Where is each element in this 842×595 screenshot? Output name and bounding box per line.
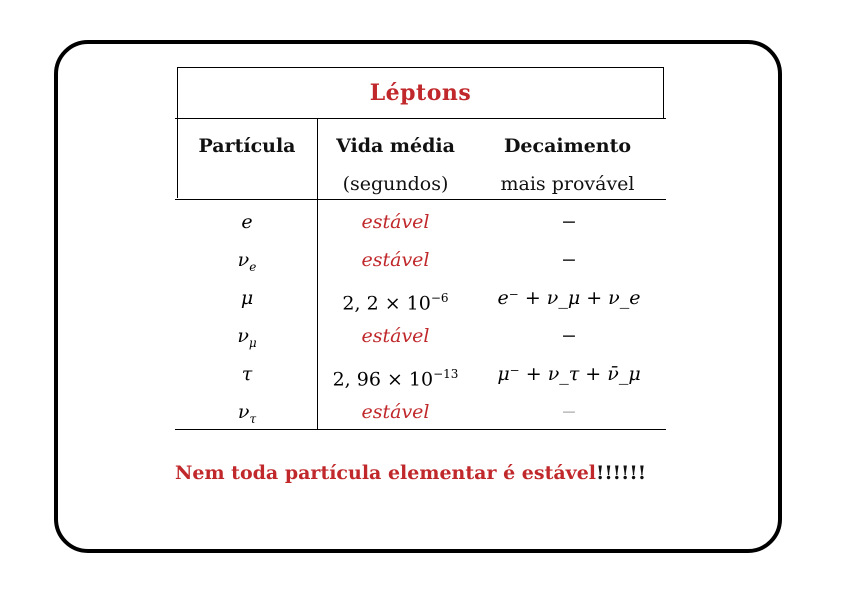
table-title: Léptons <box>369 80 472 106</box>
decay-cell <box>475 393 663 431</box>
decay-cell <box>475 317 663 355</box>
table-row <box>175 355 666 393</box>
footer-text: Nem toda partícula elementar é estável <box>175 462 596 484</box>
lifetime-cell <box>318 317 473 355</box>
decay-cell <box>475 203 663 241</box>
table-row <box>175 317 666 355</box>
footer-exclaim: !!!!!! <box>596 462 647 484</box>
footer-note <box>175 462 646 484</box>
lifetime-value: 2, 2 × 10 <box>342 292 431 315</box>
lifetime-cell <box>318 355 473 393</box>
particle-subscript: μ <box>248 335 257 350</box>
decay-value: μ⁻ + ν_τ + ν̄_μ <box>497 363 641 385</box>
particle-symbol: τ <box>241 363 253 385</box>
lifetime-value: 2, 96 × 10 <box>332 368 434 391</box>
table-row <box>175 203 666 241</box>
particle-cell <box>177 241 317 279</box>
decay-value: − <box>561 401 577 423</box>
particle-subscript: e <box>249 259 257 274</box>
lifetime-cell <box>318 241 473 279</box>
decay-value: − <box>561 325 577 347</box>
table-row <box>175 241 666 279</box>
particle-symbol: ν <box>237 401 250 423</box>
decay-cell <box>475 279 663 317</box>
column-divider <box>177 118 178 198</box>
header-decay <box>475 127 660 203</box>
decay-value: − <box>561 211 577 233</box>
header-particle <box>177 127 317 165</box>
particle-subscript: τ <box>249 411 257 426</box>
header-lifetime-label: Vida média <box>336 135 455 157</box>
particle-symbol: ν <box>237 249 250 271</box>
table-title-row <box>177 67 664 119</box>
decay-value: e⁻ + ν_μ + ν_e <box>497 287 641 309</box>
lifetime-cell <box>318 393 473 431</box>
lifetime-value: estável <box>361 401 430 423</box>
particle-symbol: μ <box>240 287 254 309</box>
particle-cell <box>177 355 317 393</box>
header-lifetime <box>318 127 473 203</box>
header-decay-label: Decaimento <box>503 135 632 157</box>
header-lifetime-unit: (segundos) <box>342 173 449 195</box>
lifetime-value: estável <box>361 211 430 233</box>
table-bottom-rule <box>175 429 666 430</box>
decay-cell <box>475 355 663 393</box>
decay-value: − <box>561 249 577 271</box>
lifetime-value: estável <box>361 249 430 271</box>
particle-cell <box>177 279 317 317</box>
particle-cell <box>177 203 317 241</box>
table-row <box>175 279 666 317</box>
lifetime-cell <box>318 203 473 241</box>
table-header-row <box>175 118 666 200</box>
decay-cell <box>475 241 663 279</box>
leptons-table <box>175 67 666 430</box>
lifetime-exponent: −13 <box>433 367 459 381</box>
particle-cell <box>177 393 317 431</box>
lifetime-value: estável <box>361 325 430 347</box>
table-row <box>175 393 666 431</box>
particle-symbol: e <box>241 211 253 233</box>
lifetime-exponent: −6 <box>430 291 449 305</box>
header-particle-label: Partícula <box>198 135 296 157</box>
header-decay-sublabel: mais provável <box>500 173 635 195</box>
lifetime-cell <box>318 279 473 317</box>
particle-symbol: ν <box>237 325 249 347</box>
particle-cell <box>177 317 317 355</box>
